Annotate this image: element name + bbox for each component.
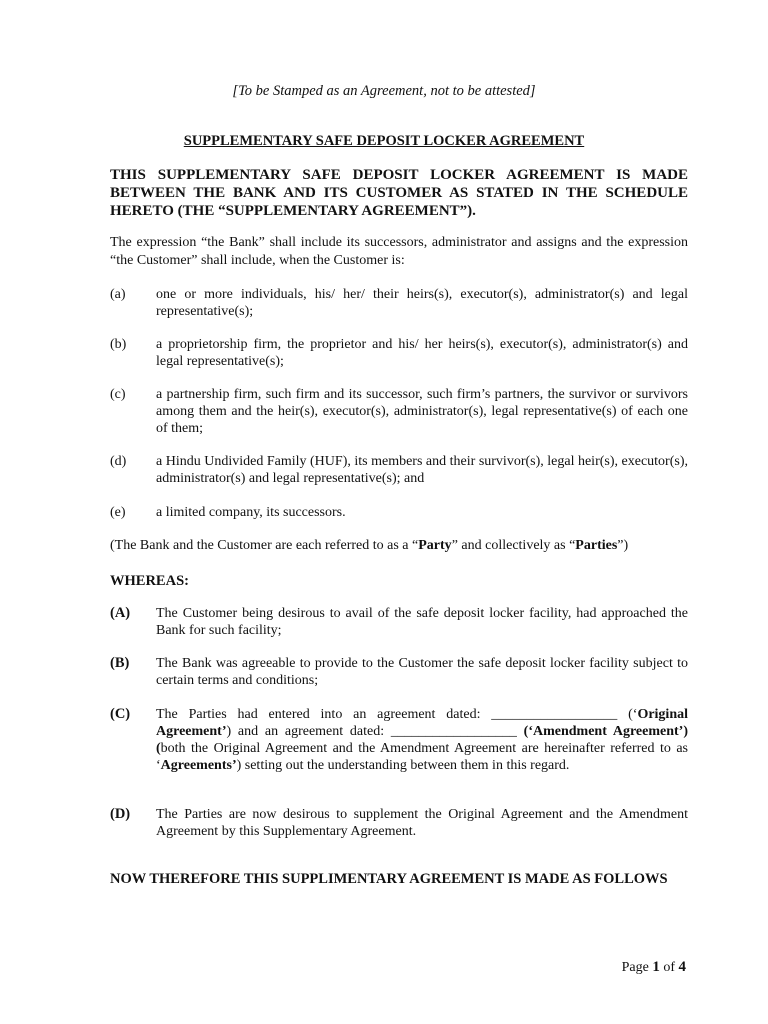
list-item-label: (a) [110,287,126,302]
list-item-text: a Hindu Undivided Family (HUF), its members and their survivor(s), legal heir(s), executor(s), administrator(s) and legal representative(s); and [156,454,688,486]
page-number [560,959,686,976]
list-item-text: one or more individuals, his/ her/ their heirs(s), executor(s), administrator(s) and legal representative(s); [156,287,688,319]
recital-c-text-4: ) setting out the understanding between them in this regard. [236,758,570,773]
original-agreement-term: Original Agreement’ [156,707,688,739]
list-item-text: a partnership firm, such firm and its successor, such firm’s partners, the survivor or survivors among them and the heir(s), executor(s), administrator(s), legal representative(s) of each one of them; [156,387,688,436]
recital-b [110,655,688,689]
whereas-heading: WHEREAS: [110,573,189,589]
list-item-c [110,386,688,437]
recital-d [110,806,688,840]
parties-definition [110,537,688,555]
document-title: SUPPLEMENTARY SAFE DEPOSIT LOCKER AGREEMENT [183,133,585,149]
recital-label: (C) [110,706,131,722]
agreements-term: Agreements’ [160,758,237,773]
intro-paragraph: THIS SUPPLEMENTARY SAFE DEPOSIT LOCKER AGREEMENT IS MADE BETWEEN THE BANK AND ITS CUSTOMER AS STATED IN THE SCHEDULE HERETO (THE “SUPPLEMENTARY AGREEMENT”). [110,167,688,219]
total-pages: 4 [678,959,686,975]
list-item-text: a limited company, its successors. [156,505,346,520]
recital-c-text-3: both the Original Agreement and the Amendment Agreement are hereinafter referred to as ‘ [156,741,688,773]
now-therefore-heading: NOW THEREFORE THIS SUPPLIMENTARY AGREEMENT IS MADE AS FOLLOWS [110,871,668,887]
recital-c-text-1: The Parties had entered into an agreement dated: __________________ (‘ [156,707,638,722]
list-item-e [110,504,688,521]
recital-label: (D) [110,806,131,822]
page-word: Page [621,960,653,975]
list-item-label: (b) [110,337,127,352]
expression-paragraph: The expression “the Bank” shall include its successors, administrator and assigns and the expression “the Customer” shall include, when the Customer is: [110,235,688,268]
amendment-agreement-term: (‘Amendment Agreement’) ( [156,724,688,756]
parties-term: Parties [575,538,618,553]
list-item-label: (e) [110,505,126,520]
recital-c-text-2: ) and an agreement dated: __________________ [226,724,524,739]
stamp-note: [To be Stamped as an Agreement, not to be attested] [232,83,536,99]
recital-c [110,706,688,774]
recital-label: (A) [110,605,131,621]
parties-text-post: ”) [617,538,629,553]
recital-text [156,706,688,774]
parties-text-pre: (The Bank and the Customer are each referred to as a “ [110,538,419,553]
current-page: 1 [652,959,660,975]
list-item-a [110,286,688,320]
party-term: Party [418,538,452,553]
list-item-d [110,453,688,487]
list-item-label: (c) [110,387,126,402]
recital-text: The Bank was agreeable to provide to the Customer the safe deposit locker facility subject to certain terms and conditions; [156,656,688,688]
list-item-label: (d) [110,454,127,469]
recital-text: The Parties are now desirous to supplement the Original Agreement and the Amendment Agreement by this Supplementary Agreement. [156,807,688,839]
recital-label: (B) [110,655,130,671]
list-item-text: a proprietorship firm, the proprietor and his/ her heirs(s), executor(s), administrator(s) and legal representative(s); [156,337,688,369]
recital-text: The Customer being desirous to avail of the safe deposit locker facility, had approached the Bank for such facility; [156,606,688,638]
recital-a [110,605,688,639]
of-word: of [659,960,679,975]
list-item-b [110,336,688,370]
parties-text-mid: ” and collectively as “ [451,538,576,553]
